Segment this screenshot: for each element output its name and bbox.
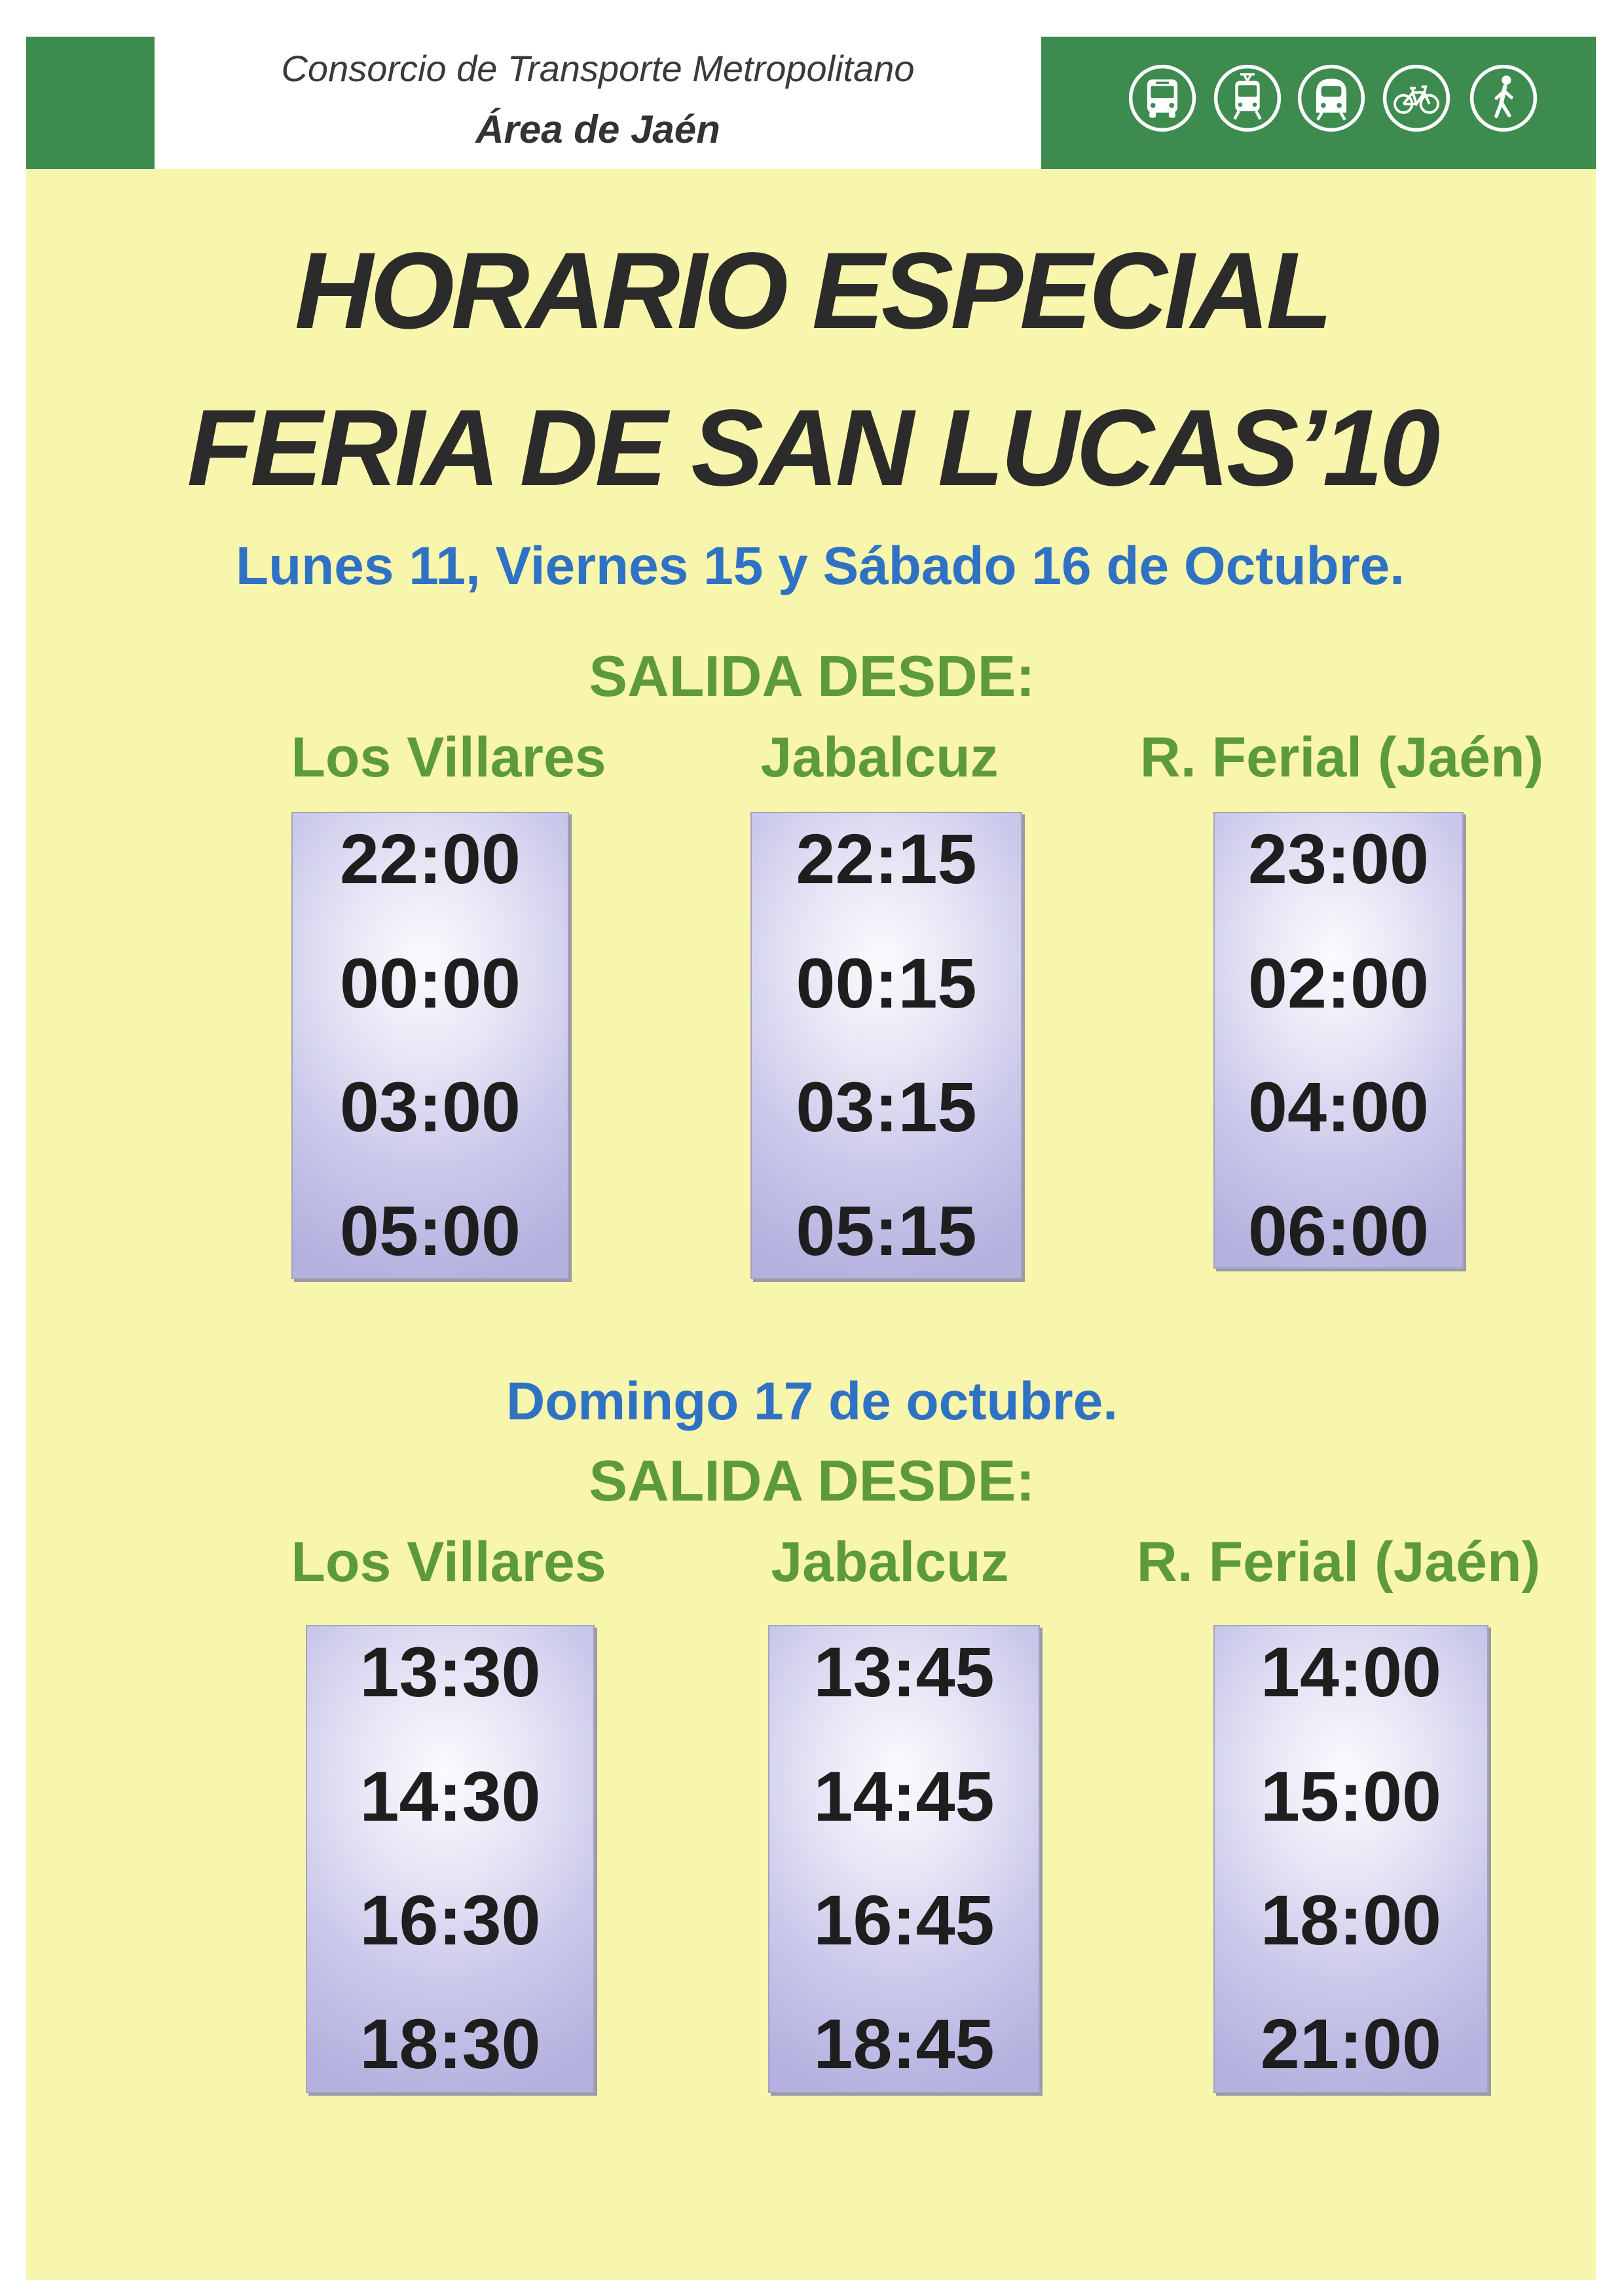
- departure-time: 18:45: [813, 2004, 995, 2083]
- origin-jabalcuz: Jabalcuz: [760, 726, 999, 789]
- departure-time: 16:30: [360, 1880, 541, 1959]
- departure-label: SALIDA DESDE:: [589, 644, 1035, 708]
- schedule-days: Domingo 17 de octubre.: [506, 1372, 1118, 1431]
- departure-time: 18:30: [360, 2004, 541, 2083]
- times-box-recinto-ferial: [1213, 812, 1464, 1269]
- departure-time: 02:00: [1247, 943, 1430, 1023]
- departure-time: 13:30: [360, 1632, 541, 1711]
- title-line-1: HORARIO ESPECIAL: [294, 230, 1330, 352]
- departure-time: 00:00: [339, 943, 521, 1023]
- origin-los-villares: Los Villares: [291, 726, 606, 789]
- times-box-jabalcuz: [750, 812, 1022, 1279]
- departure-time: 23:00: [1247, 819, 1430, 898]
- departure-time: 14:45: [813, 1757, 995, 1836]
- origin-los-villares: Los Villares: [291, 1531, 606, 1594]
- departure-time: 21:00: [1260, 2004, 1442, 2083]
- departure-time: 14:30: [360, 1757, 541, 1836]
- departure-time: 00:15: [796, 943, 977, 1023]
- departure-time: 14:00: [1260, 1632, 1442, 1711]
- org-name: Consorcio de Transporte Metropolitano: [281, 48, 915, 89]
- pedestrian-icon: [1467, 62, 1540, 134]
- departure-time: 05:00: [339, 1191, 521, 1270]
- origin-recinto-ferial: R. Ferial (Jaén): [1136, 1531, 1541, 1594]
- departure-label: SALIDA DESDE:: [589, 1448, 1035, 1513]
- departure-time: 22:00: [339, 819, 521, 898]
- times-box-recinto-ferial: [1213, 1625, 1488, 2093]
- origin-recinto-ferial: R. Ferial (Jaén): [1139, 726, 1544, 789]
- title-line-2: FERIA DE SAN LUCAS’10: [187, 388, 1437, 509]
- bicycle-icon: [1380, 62, 1452, 134]
- departure-time: 18:00: [1260, 1880, 1442, 1959]
- departure-time: 15:00: [1260, 1757, 1442, 1836]
- times-box-jabalcuz: [768, 1625, 1040, 2093]
- departure-time: 06:00: [1247, 1191, 1430, 1270]
- departure-time: 13:45: [813, 1632, 995, 1711]
- bus-icon: [1126, 62, 1198, 134]
- origin-jabalcuz: Jabalcuz: [771, 1531, 1009, 1594]
- train-icon: [1295, 62, 1367, 134]
- transport-icons-bar: [1041, 37, 1596, 169]
- departure-time: 04:00: [1247, 1067, 1430, 1146]
- departure-time: 16:45: [813, 1880, 995, 1959]
- departure-time: 05:15: [796, 1191, 977, 1270]
- departure-time: 03:00: [339, 1067, 521, 1146]
- departure-time: 03:15: [796, 1067, 977, 1146]
- schedule-days: Lunes 11, Viernes 15 y Sábado 16 de Octubre.: [236, 536, 1405, 596]
- header-green-block-left: [26, 37, 155, 169]
- org-area: Área de Jaén: [475, 107, 720, 151]
- times-box-los-villares: [291, 812, 569, 1279]
- tram-icon: [1211, 62, 1283, 134]
- departure-time: 22:15: [796, 819, 977, 898]
- times-box-los-villares: [306, 1625, 595, 2093]
